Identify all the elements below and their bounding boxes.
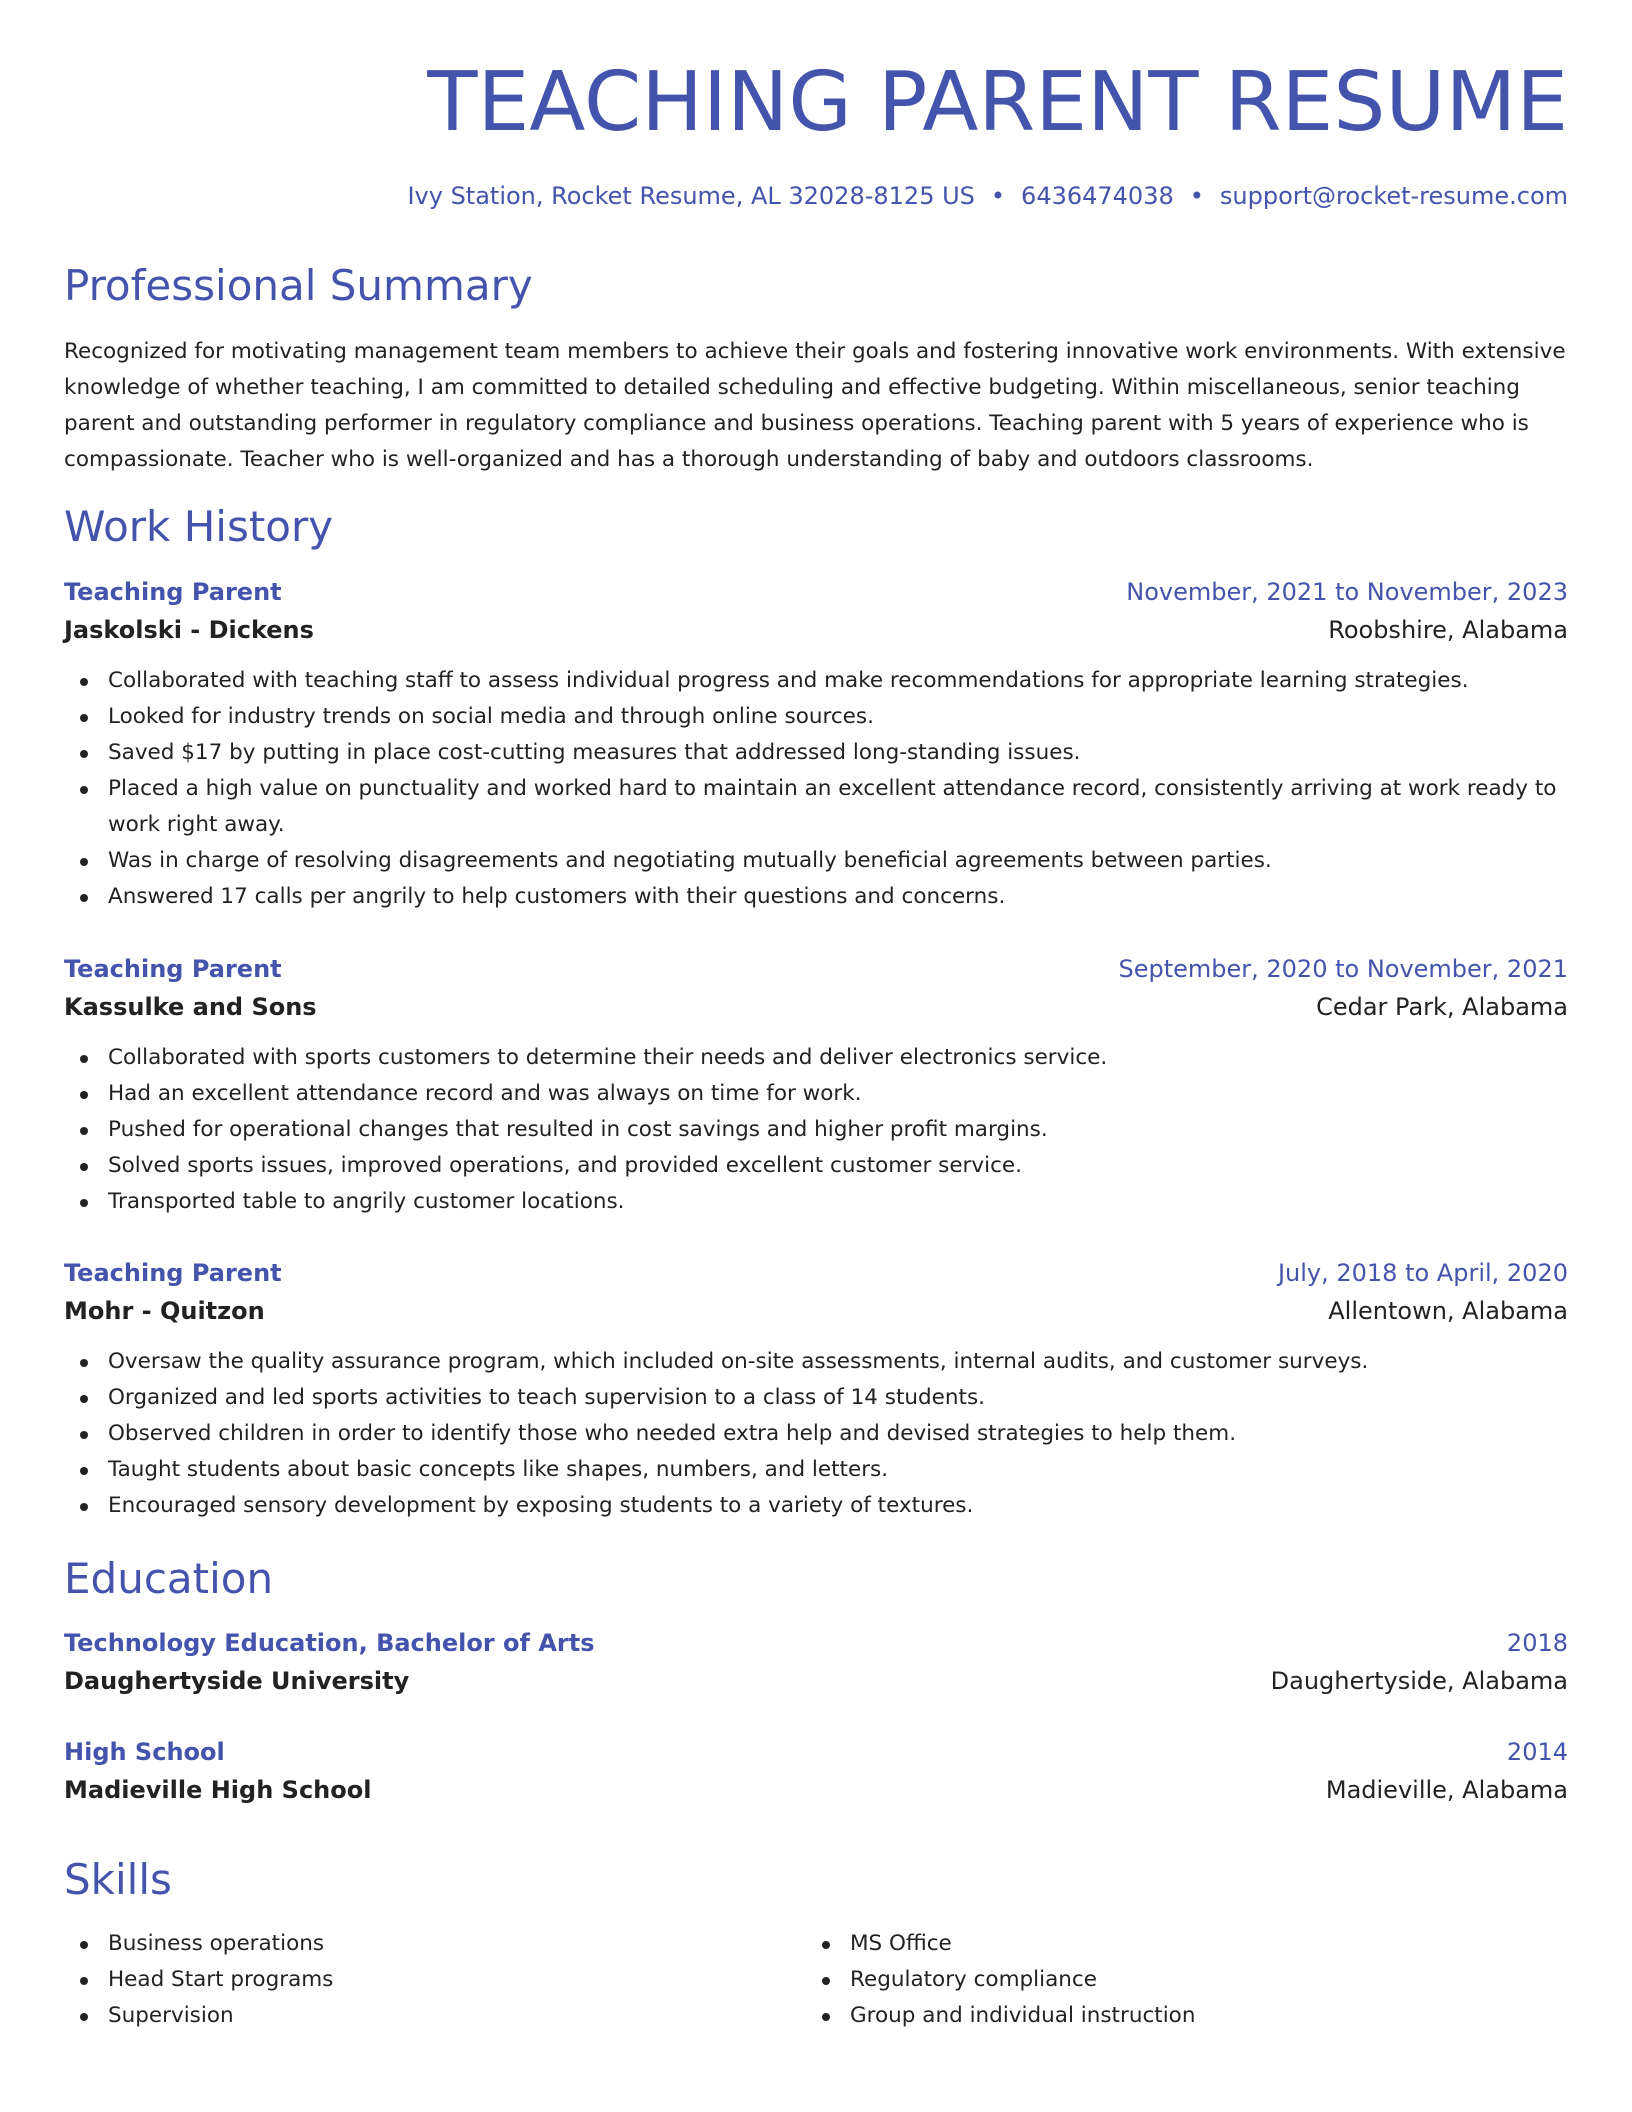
skill-item: Head Start programs [64, 1962, 764, 1998]
list-item: Taught students about basic concepts like shapes, numbers, and letters. [64, 1452, 1568, 1488]
job-bullets [64, 1344, 1568, 1524]
education-degree: Technology Education, Bachelor of Arts [64, 1629, 595, 1657]
summary-heading: Professional Summary [64, 261, 533, 310]
contact-separator: • [1189, 182, 1204, 210]
education-heading: Education [64, 1554, 274, 1603]
job-entry [64, 573, 1568, 915]
list-item: Solved sports issues, improved operations, and provided excellent customer service. [64, 1148, 1568, 1184]
education-header-row [64, 1624, 1568, 1662]
list-item: Pushed for operational changes that resulted in cost savings and higher profit margins. [64, 1112, 1568, 1148]
education-year: 2018 [1506, 1629, 1568, 1657]
job-role: Teaching Parent [64, 578, 282, 606]
list-item: Transported table to angrily customer locations. [64, 1184, 1568, 1220]
list-item: Collaborated with teaching staff to assess individual progress and make recommendations for appropriate learning strategies. [64, 663, 1568, 699]
job-company-row [64, 611, 1568, 649]
education-location: Daughertyside, Alabama [1270, 1667, 1568, 1695]
job-company-row [64, 1292, 1568, 1330]
job-location: Allentown, Alabama [1328, 1297, 1568, 1325]
contact-phone: 6436474038 [1021, 182, 1174, 210]
contact-separator: • [990, 182, 1006, 210]
list-item: Oversaw the quality assurance program, which included on-site assessments, internal audits, and customer surveys. [64, 1344, 1568, 1380]
job-dates: November, 2021 to November, 2023 [1126, 578, 1568, 606]
job-bullets [64, 663, 1568, 915]
contact-email: support@rocket-resume.com [1219, 182, 1568, 210]
list-item: Looked for industry trends on social media and through online sources. [64, 699, 1568, 735]
skills-heading: Skills [64, 1855, 172, 1904]
contact-line [407, 180, 1568, 212]
job-company: Mohr - Quitzon [64, 1297, 265, 1325]
list-item: Organized and led sports activities to teach supervision to a class of 14 students. [64, 1380, 1568, 1416]
resume-title: TEACHING PARENT RESUME [427, 55, 1568, 150]
job-entry [64, 1254, 1568, 1524]
work-history-heading: Work History [64, 502, 334, 551]
skills-column-1 [64, 1926, 764, 2034]
job-role: Teaching Parent [64, 1259, 282, 1287]
education-entry [64, 1733, 1568, 1809]
skill-item: MS Office [806, 1926, 1506, 1962]
list-item: Encouraged sensory development by exposing students to a variety of textures. [64, 1488, 1568, 1524]
contact-address: Ivy Station, Rocket Resume, AL 32028-8125 US [407, 182, 975, 210]
job-location: Roobshire, Alabama [1328, 616, 1568, 644]
job-role: Teaching Parent [64, 955, 282, 983]
education-school-row [64, 1662, 1568, 1700]
list-item: Saved $17 by putting in place cost-cutting measures that addressed long-standing issues. [64, 735, 1568, 771]
job-location: Cedar Park, Alabama [1316, 993, 1568, 1021]
education-school: Daughertyside University [64, 1667, 410, 1695]
education-school-row [64, 1771, 1568, 1809]
job-entry [64, 950, 1568, 1220]
job-company: Kassulke and Sons [64, 993, 317, 1021]
job-bullets [64, 1040, 1568, 1220]
education-header-row [64, 1733, 1568, 1771]
education-entry [64, 1624, 1568, 1700]
list-item: Answered 17 calls per angrily to help customers with their questions and concerns. [64, 879, 1568, 915]
list-item: Placed a high value on punctuality and worked hard to maintain an excellent attendance record, consistently arriving at work ready to work right away. [64, 771, 1568, 843]
list-item: Observed children in order to identify those who needed extra help and devised strategies to help them. [64, 1416, 1568, 1452]
job-header-row [64, 1254, 1568, 1292]
job-dates: July, 2018 to April, 2020 [1277, 1259, 1568, 1287]
education-year: 2014 [1506, 1738, 1568, 1766]
skills-column-2 [806, 1926, 1506, 2034]
list-item: Had an excellent attendance record and was always on time for work. [64, 1076, 1568, 1112]
job-company: Jaskolski - Dickens [64, 616, 314, 644]
list-item: Collaborated with sports customers to determine their needs and deliver electronics service. [64, 1040, 1568, 1076]
job-header-row [64, 573, 1568, 611]
job-header-row [64, 950, 1568, 988]
skill-item: Regulatory compliance [806, 1962, 1506, 1998]
skill-item: Business operations [64, 1926, 764, 1962]
skill-item: Supervision [64, 1998, 764, 2034]
education-location: Madieville, Alabama [1325, 1776, 1568, 1804]
job-dates: September, 2020 to November, 2021 [1118, 955, 1568, 983]
education-school: Madieville High School [64, 1776, 372, 1804]
skill-item: Group and individual instruction [806, 1998, 1506, 2034]
summary-text: Recognized for motivating management team members to achieve their goals and fostering innovative work environments. With extensive knowledge of whether teaching, I am committed to detailed scheduling and effective budgeting. Within miscellaneous, senior teaching parent and outstanding performer in regulatory compliance and business operations. Teaching parent with 5 years of experience who is compassionate. Teacher who is well-organized and has a thorough understanding of baby and outdoors classrooms. [64, 339, 1566, 472]
list-item: Was in charge of resolving disagreements and negotiating mutually beneficial agreements between parties. [64, 843, 1568, 879]
job-company-row [64, 988, 1568, 1026]
education-degree: High School [64, 1738, 225, 1766]
